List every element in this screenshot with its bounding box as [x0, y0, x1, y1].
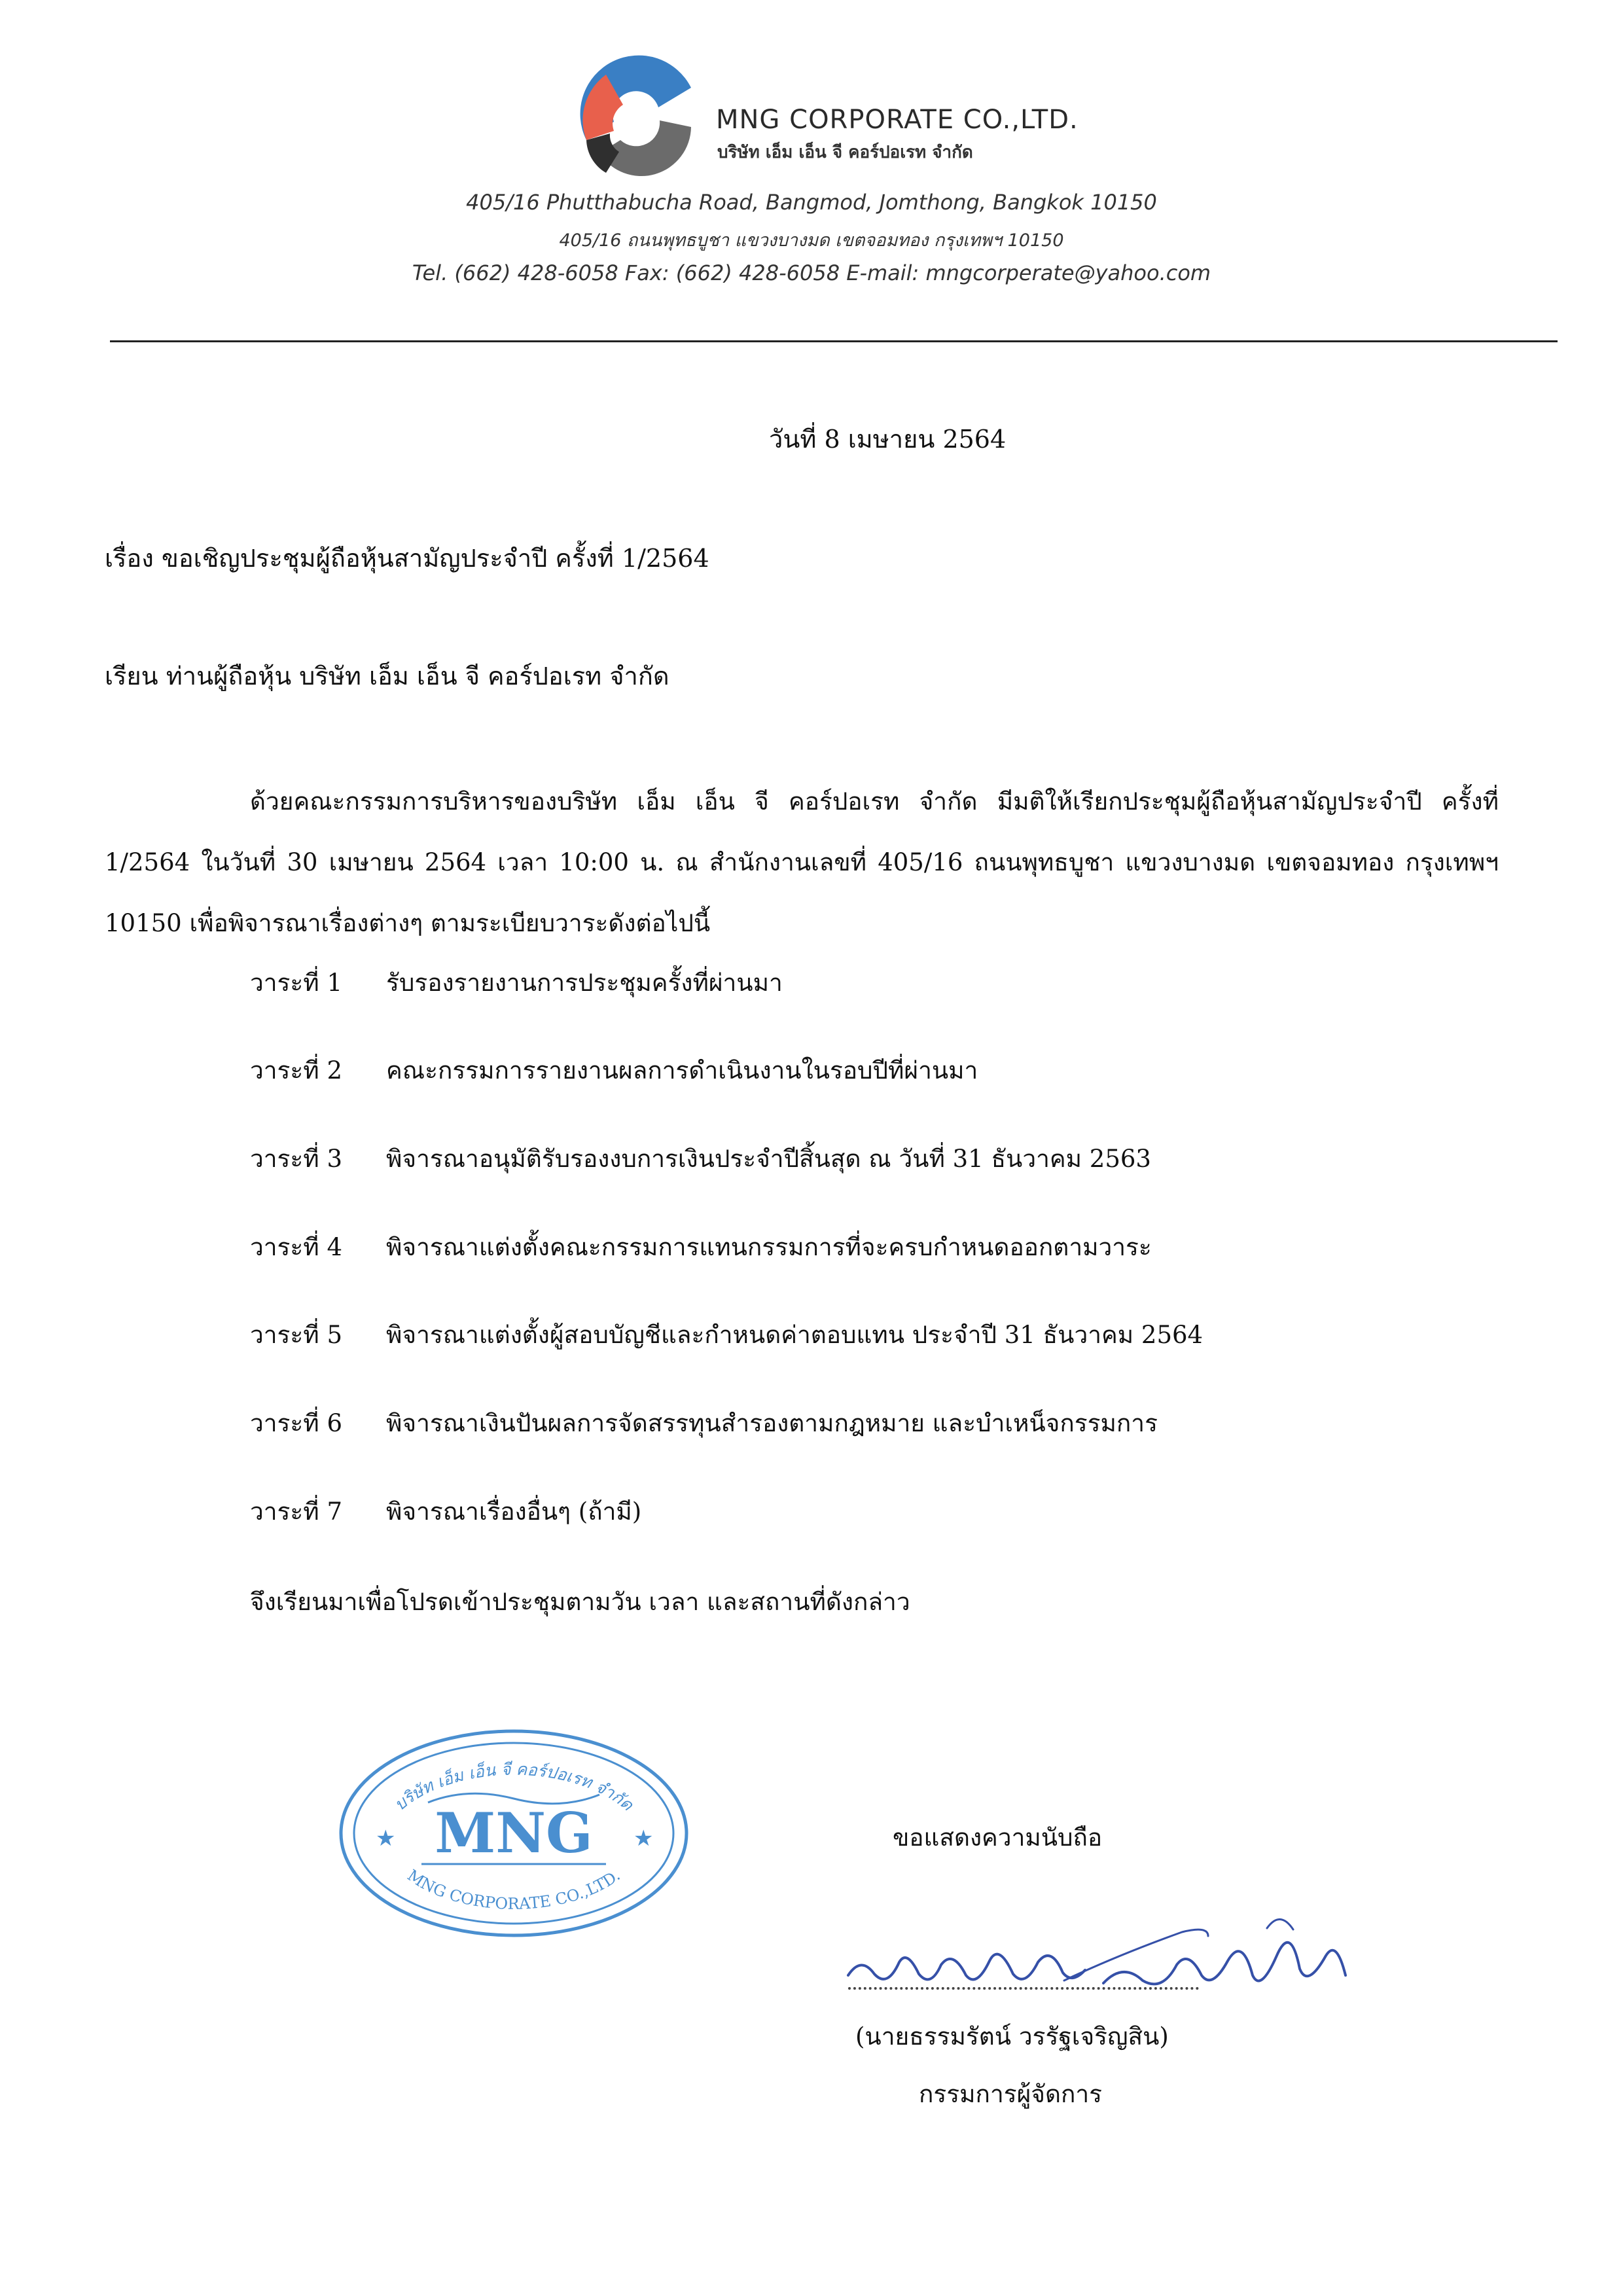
agenda-number: วาระที่ 7 — [250, 1498, 342, 1526]
signer-title: กรรมการผู้จัดการ — [919, 2080, 1103, 2108]
stamp-center-text: MNG — [435, 1801, 593, 1865]
agenda-item — [250, 1492, 641, 1531]
body-paragraph: ด้วยคณะกรรมการบริหารของบริษัท เอ็ม เอ็น จี คอร์ปอเรท จำกัด มีมติให้เรียกประชุมผู้ถือหุ้นสามัญประจำปี ครั้งที่ 1/2564 ในวันที่ 30 เมษายน 2564 เวลา 10:00 น. ณ สำนักงานเลขที่ 405/16 ถนนพุทธบูชา แขวงบางมด เขตจอมทอง กรุงเทพฯ 10150 เพื่อพิจารณาเรื่องต่างๆ ตามระเบียบวาระดังต่อไปนี้ — [105, 787, 1499, 937]
agenda-text: คณะกรรมการรายงานผลการดำเนินงานในรอบปีที่ผ่านมา — [386, 1056, 978, 1085]
signer-name: (นายธรรมรัตน์ วรรัฐเจริญสิน) — [855, 2022, 1169, 2051]
header-divider — [110, 340, 1558, 342]
closing-sentence: จึงเรียนมาเพื่อโปรดเข้าประชุมตามวัน เวลา และสถานที่ดังกล่าว — [250, 1588, 910, 1616]
stamp-arc-bottom: MNG CORPORATE CO.,LTD. — [404, 1866, 624, 1913]
agenda-text: พิจารณาเรื่องอื่นๆ (ถ้ามี) — [386, 1498, 642, 1526]
letter-recipient: เรียน ท่านผู้ถือหุ้น บริษัท เอ็ม เอ็น จี คอร์ปอเรท จำกัด — [105, 662, 669, 691]
signature-dotted-line — [848, 1987, 1199, 1990]
letter-date: วันที่ 8 เมษายน 2564 — [769, 425, 1007, 454]
agenda-number: วาระที่ 1 — [250, 969, 342, 997]
mng-circular-logo-icon — [560, 42, 709, 191]
handwritten-signature-icon — [842, 1897, 1352, 2001]
agenda-item — [250, 1228, 1152, 1266]
address-en: 405/16 Phutthabucha Road, Bangmod, Jomthong, Bangkok 10150 — [466, 190, 1157, 215]
agenda-number: วาระที่ 6 — [250, 1409, 342, 1437]
agenda-item — [250, 1404, 1158, 1443]
agenda-number: วาระที่ 2 — [250, 1056, 342, 1085]
company-name-en: MNG CORPORATE CO.,LTD. — [716, 105, 1079, 135]
agenda-number: วาระที่ 4 — [250, 1233, 342, 1261]
svg-text:MNG CORPORATE CO.,LTD. — [404, 1866, 623, 1913]
agenda-item — [250, 1316, 1203, 1354]
agenda-text: พิจารณาแต่งตั้งคณะกรรมการแทนกรรมการที่จะครบกำหนดออกตามวาระ — [386, 1233, 1152, 1261]
agenda-text: พิจารณาอนุมัติรับรองงบการเงินประจำปีสิ้นสุด ณ วันที่ 31 ธันวาคม 2563 — [386, 1145, 1151, 1173]
letter-subject: เรื่อง ขอเชิญประชุมผู้ถือหุ้นสามัญประจำปี ครั้งที่ 1/2564 — [105, 544, 709, 573]
agenda-text: พิจารณาแต่งตั้งผู้สอบบัญชีและกำหนดค่าตอบแทน ประจำปี 31 ธันวาคม 2564 — [386, 1321, 1204, 1349]
regards: ขอแสดงความนับถือ — [893, 1823, 1103, 1852]
contact-line: Tel. (662) 428-6058 Fax: (662) 428-6058 E-mail: mngcorperate@yahoo.com — [412, 260, 1211, 285]
agenda-item — [250, 963, 783, 1002]
agenda-item — [250, 1139, 1151, 1178]
svg-text:★: ★ — [633, 1825, 654, 1852]
agenda-number: วาระที่ 5 — [250, 1321, 342, 1349]
agenda-text: พิจารณาเงินปันผลการจัดสรรทุนสำรองตามกฎหมาย และบำเหน็จกรรมการ — [386, 1409, 1158, 1437]
company-stamp-icon — [336, 1727, 691, 1940]
agenda-text: รับรองรายงานการประชุมครั้งที่ผ่านมา — [386, 969, 783, 997]
company-name-th: บริษัท เอ็ม เอ็น จี คอร์ปอเรท จำกัด — [717, 143, 973, 162]
agenda-item — [250, 1051, 978, 1090]
svg-text:★: ★ — [376, 1825, 396, 1852]
stamp-arc-top: บริษัท เอ็ม เอ็น จี คอร์ปอเรท จำกัด — [390, 1759, 637, 1814]
agenda-number: วาระที่ 3 — [250, 1145, 342, 1173]
address-th: 405/16 ถนนพุทธบูชา แขวงบางมด เขตจอมทอง กรุงเทพฯ 10150 — [559, 230, 1064, 251]
